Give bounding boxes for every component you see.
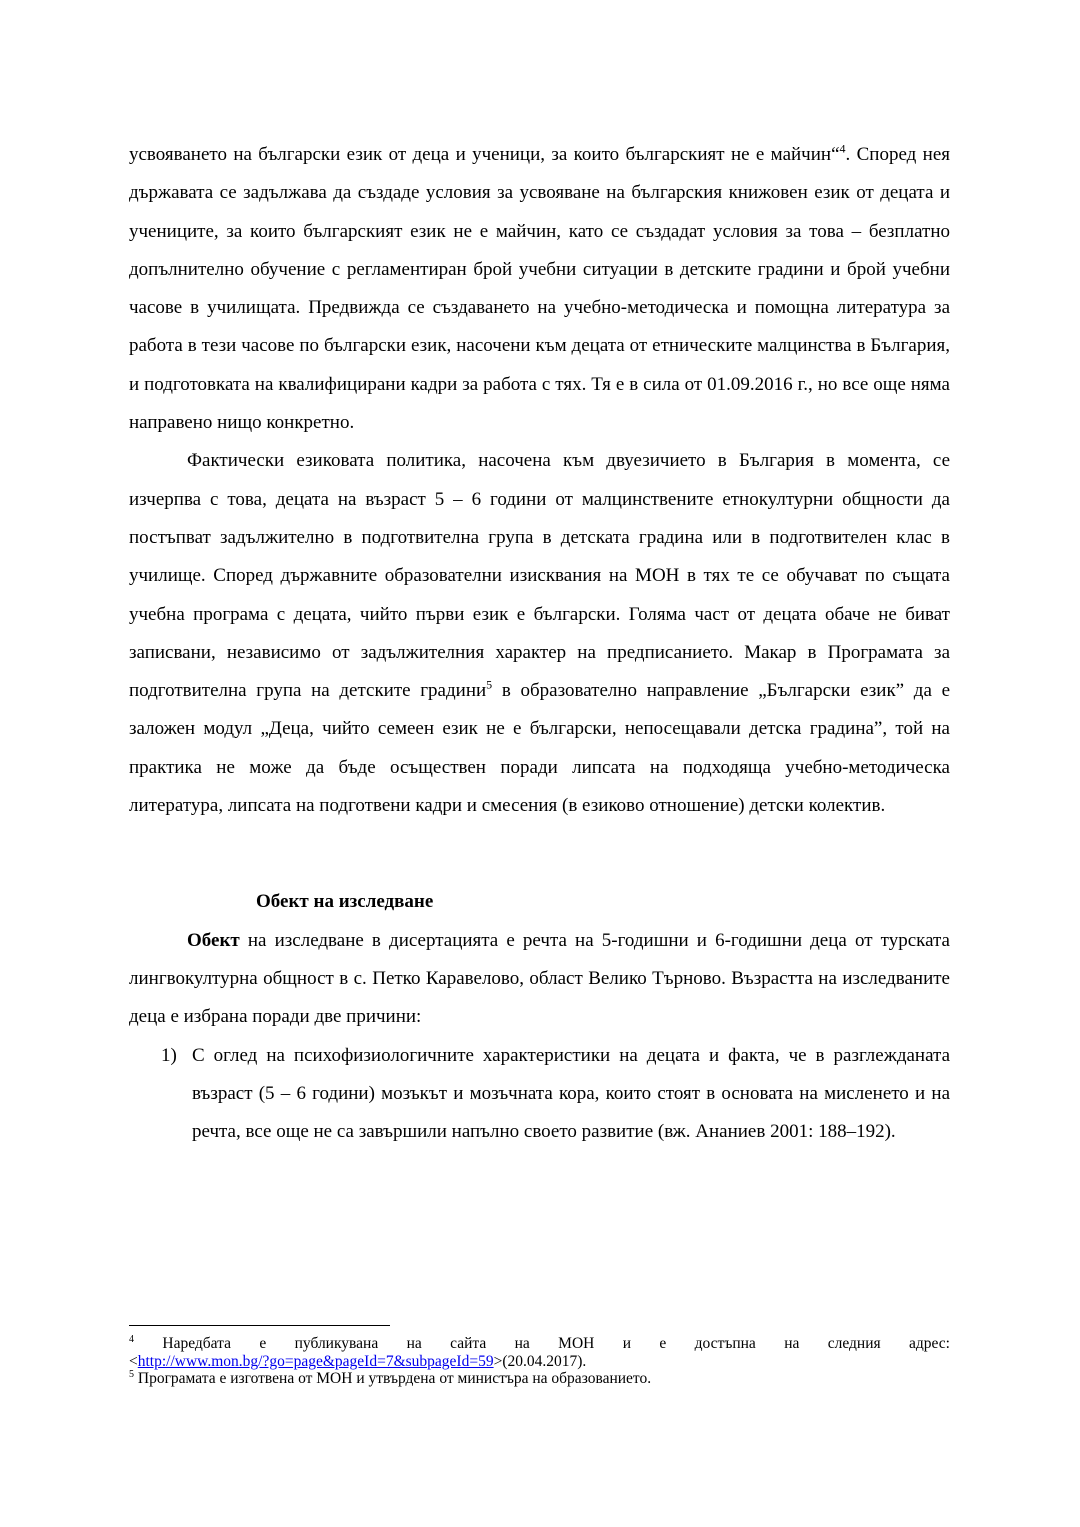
paragraph-2 — [129, 442, 950, 825]
footnote-ref-5[interactable]: 5 — [486, 677, 493, 692]
footnote-4 — [129, 1335, 950, 1353]
paragraph-1-text: усвояването на български език от деца и ученици, за които българският не е майчин“ — [129, 144, 840, 165]
paragraph-2-tail: в образователно направление „Български език” да е заложен модул „Деца, чийто семеен език не е български, непосещавали детска градина”, той на практика не може да бъде осъществен поради липсата на подходяща учебно-методическа литература, липсата на подготвени кадри и смесения (в езиково отношение) детски колектив. — [129, 680, 950, 817]
paragraph-2-text: Фактически езиковата политика, насочена към двуезичието в България в момента, се изчерпва с това, децата на възраст 5 – 6 години от малцинствените етнокултурни общности да постъпват задължително в подготвителна група в детската градина или в подготвителен клас в училище. Според държавните образователни изисквания на МОН в тях те се обучават по същата учебна програма с децата, чийто първи език е български. Голяма част от децата обаче не биват записвани, независимо от задължителния характер на предписанието. Макар в Програмата за подготвителна група на детските градини — [129, 450, 950, 702]
footnote-4-number: 4 — [129, 1333, 134, 1345]
footnote-separator — [129, 1325, 390, 1326]
footnote-5-number: 5 — [129, 1368, 134, 1380]
footnote-4-close: >(20.04.2017). — [493, 1352, 587, 1370]
footnote-5 — [129, 1370, 950, 1388]
paragraph-3-bold: Обект — [187, 929, 240, 951]
paragraph-3 — [129, 922, 950, 1037]
footnotes — [129, 1335, 950, 1388]
paragraph-1-tail: . Според нея държавата се задължава да създаде условия за усвояване на българския книжовен език от децата и учениците, за които българският език не е майчин, като се създадат условия за това – безплатно допълнително обучение с регламентиран брой учебни ситуации в детските градини и брой учебни часове в училищата. Предвижда се създаването на учебно-методическа и помощна литература за работа в тези часове по български език, насочени към децата от етническите малцинства в България, и подготовката на квалифицирани кадри за работа с тях. Тя е в сила от 01.09.2016 г., но все още няма направено нищо конкретно. — [129, 144, 951, 434]
main-text — [129, 136, 950, 1151]
footnote-ref-4[interactable]: 4 — [839, 141, 846, 156]
footnote-4-address — [129, 1353, 950, 1371]
footnote-4-open: < — [129, 1352, 138, 1370]
list-item-text: С оглед на психофизиологичните характеристики на децата и факта, че в разглежданата възраст (5 – 6 години) мозъкът и мозъчната кора, които стоят в основата на мисленето и на речта, все още не са завършили напълно своето развитие (вж. Ананиев 2001: 188–192). — [192, 1044, 950, 1143]
reasons-list — [129, 1037, 950, 1152]
list-item-number: 1) — [161, 1044, 177, 1066]
paragraph-3-text: на изследване в дисертацията е речта на 5-годишни и 6-годишни деца от турската лингвокултурна общност в с. Петко Каравелово, област Велико Търново. Възрастта на изследваните деца е избрана поради две причини: — [129, 929, 950, 1028]
footnote-4-link[interactable]: http://www.mon.bg/?go=page&pageId=7&subpageId=59 — [137, 1352, 494, 1370]
list-item — [129, 1037, 950, 1152]
paragraph-1 — [129, 136, 950, 442]
footnote-4-text: Наредбата е публикувана на сайта на МОН и е достъпна на следния адрес: — [134, 1335, 950, 1352]
footnote-5-text: Програмата е изготвена от МОН и утвърдена от министъра на образованието. — [134, 1370, 652, 1387]
section-heading: Обект на изследване — [256, 891, 434, 913]
